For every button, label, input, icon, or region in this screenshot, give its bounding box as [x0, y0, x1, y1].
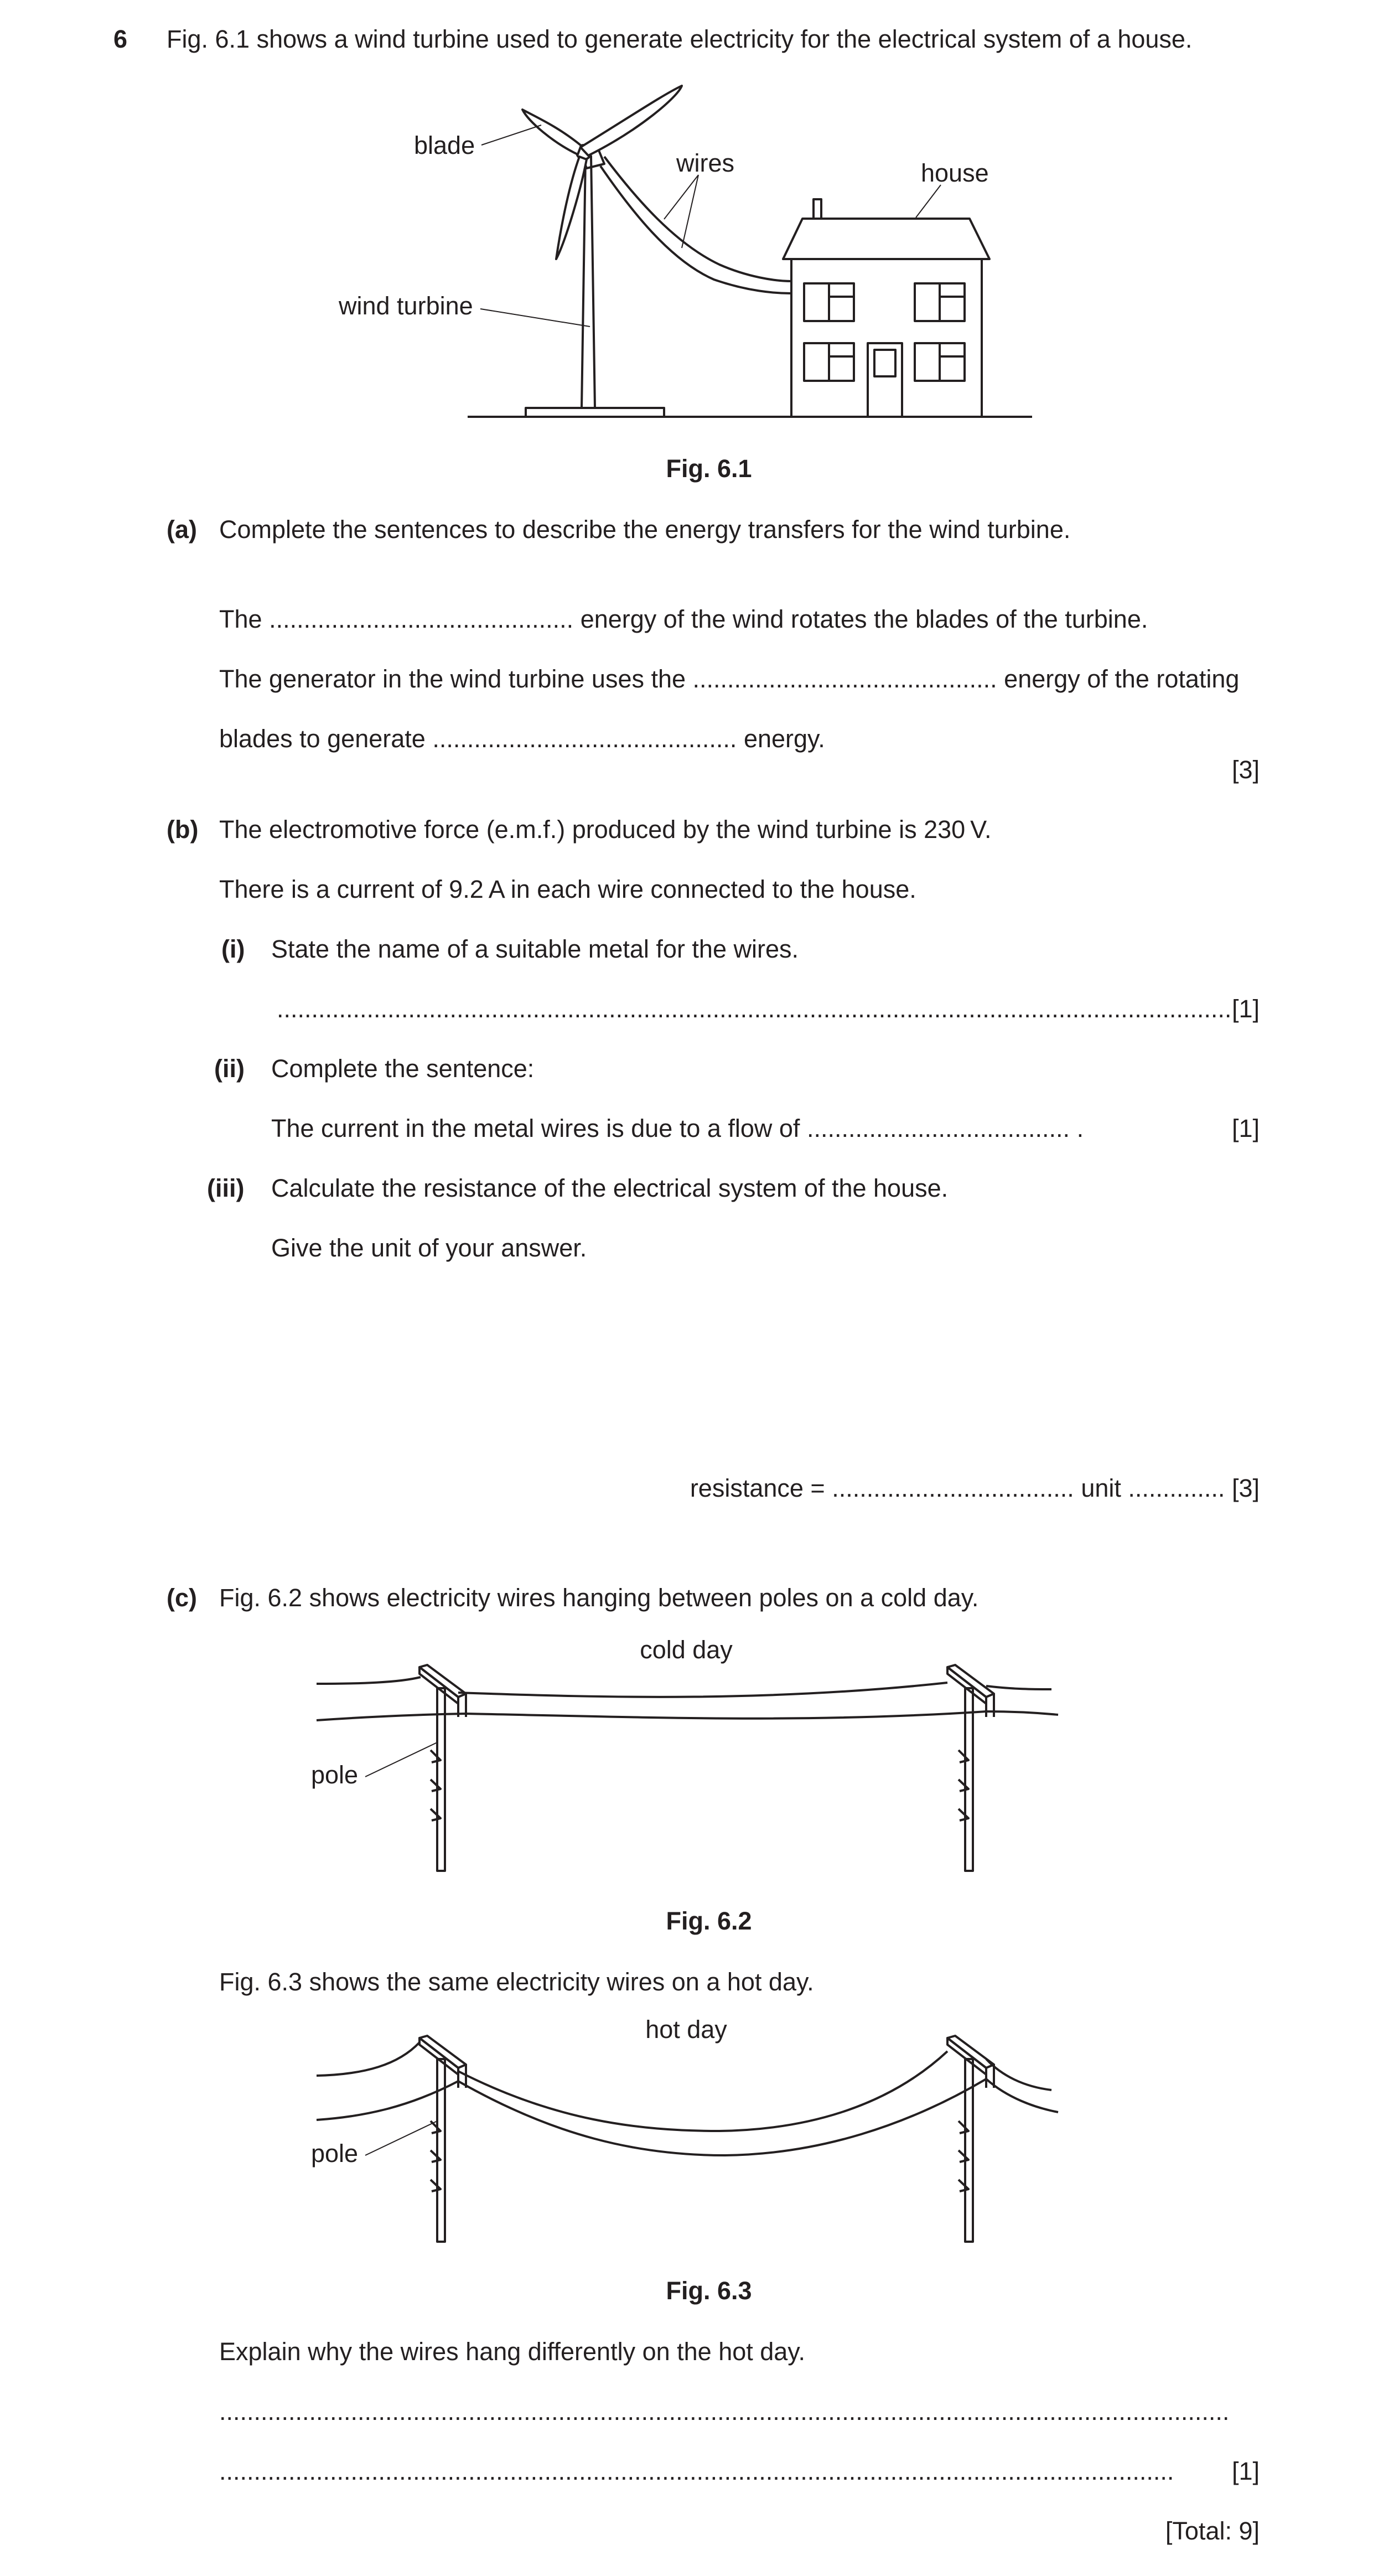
part-b-iii-text: Calculate the resistance of the electrical system of the house.: [271, 1174, 949, 1202]
unit-blank[interactable]: ..............: [1128, 1474, 1225, 1502]
question-total: [Total: 9]: [1165, 2517, 1260, 2545]
part-b-i-label: (i): [221, 935, 245, 963]
part-c-fig2-intro: Fig. 6.2 shows electricity wires hanging between poles on a cold day.: [219, 1584, 979, 1612]
question-intro: Fig. 6.1 shows a wind turbine used to generate electricity for the electrical system of a house.: [167, 25, 1193, 53]
turbine-tower: [582, 156, 595, 408]
part-b-ii-marks: [1]: [1231, 1114, 1260, 1142]
part-c-marks: [1]: [1231, 2457, 1260, 2485]
part-a-marks: [3]: [1231, 756, 1260, 784]
label-wires: wires: [676, 149, 735, 177]
answer-blank[interactable]: ............................................: [432, 725, 737, 753]
part-b-i-marks: [1]: [1231, 995, 1260, 1023]
part-a-prompt: Complete the sentences to describe the energy transfers for the wind turbine.: [219, 515, 1071, 544]
part-b-emf: The electromotive force (e.m.f.) produced by the wind turbine is 230 V.: [219, 815, 992, 844]
part-a-line3: blades to generate ............................................ energy.: [219, 725, 825, 753]
house-door: [868, 343, 902, 417]
label-house: house: [921, 159, 989, 187]
part-a-line1: The ............................................ energy of the wind rotates the blades of the turbine.: [219, 605, 1148, 633]
resistance-blank[interactable]: ...................................: [832, 1474, 1074, 1502]
part-c-question: Explain why the wires hang differently on the hot day.: [219, 2337, 805, 2366]
part-b-label: (b): [167, 815, 199, 844]
pole-left: [437, 2059, 445, 2242]
fig-6-2-caption: Fig. 6.2: [666, 1907, 752, 1935]
label-blade: blade: [414, 131, 475, 159]
question-number: 6: [113, 25, 128, 53]
part-b-iii-unit-prompt: Give the unit of your answer.: [271, 1234, 587, 1262]
wire-lower: [317, 2079, 1058, 2155]
part-b-ii-sentence: The current in the metal wires is due to a flow of ...................................... .: [271, 1114, 1084, 1142]
part-b-iii-label: (iii): [207, 1174, 245, 1202]
part-c-fig3-intro: Fig. 6.3 shows the same electricity wires on a hot day.: [219, 1968, 814, 1996]
part-a-label: (a): [167, 515, 197, 544]
part-b-ii-text: Complete the sentence:: [271, 1054, 535, 1083]
answer-blank[interactable]: ......................................: [806, 1114, 1070, 1142]
part-c-answer-line-2[interactable]: ..........................................................................................................................................: [219, 2457, 1174, 2485]
answer-blank[interactable]: ............................................: [692, 665, 997, 693]
fig-6-3-caption: Fig. 6.3: [666, 2277, 752, 2305]
house-roof: [783, 219, 989, 259]
wire-lower: [317, 1711, 1058, 1720]
turbine-base: [526, 408, 664, 417]
label-wind-turbine: wind turbine: [339, 292, 473, 320]
turbine-blade-down: [556, 157, 587, 259]
house-chimney: [814, 199, 821, 219]
part-b-iii-marks: [3]: [1231, 1474, 1260, 1502]
turbine-blade-left: [522, 110, 581, 154]
fig-6-3-title: hot day: [645, 2015, 727, 2044]
resistance-answer-row: resistance = ................................... unit .............. [3]: [690, 1474, 1260, 1502]
part-c-label: (c): [167, 1584, 197, 1612]
fig-6-1-caption: Fig. 6.1: [666, 454, 752, 483]
figure-6-2: [0, 1627, 1373, 1887]
part-a-line2: The generator in the wind turbine uses the ............................................ energy of the rotating: [219, 665, 1240, 693]
figure-6-3: [0, 1998, 1373, 2258]
turbine-blade-top: [581, 86, 682, 156]
answer-blank[interactable]: ............................................: [269, 605, 574, 633]
fig-6-2-pole-label: pole: [311, 1761, 359, 1789]
pole-right: [965, 1688, 973, 1871]
fig-6-3-pole-label: pole: [311, 2139, 359, 2168]
pole-left: [437, 1688, 445, 1871]
part-b-i-answer-line[interactable]: ..........................................................................................................................................: [277, 995, 1232, 1023]
fig-6-2-title: cold day: [640, 1636, 733, 1664]
part-b-current: There is a current of 9.2 A in each wire connected to the house.: [219, 875, 916, 903]
figure-6-1: [0, 0, 1373, 432]
wire-upper: [317, 2042, 1051, 2131]
part-b-i-text: State the name of a suitable metal for the wires.: [271, 935, 799, 963]
part-c-answer-line-1[interactable]: ..................................................................................................................................................: [219, 2397, 1230, 2425]
part-b-ii-label: (ii): [214, 1054, 245, 1083]
